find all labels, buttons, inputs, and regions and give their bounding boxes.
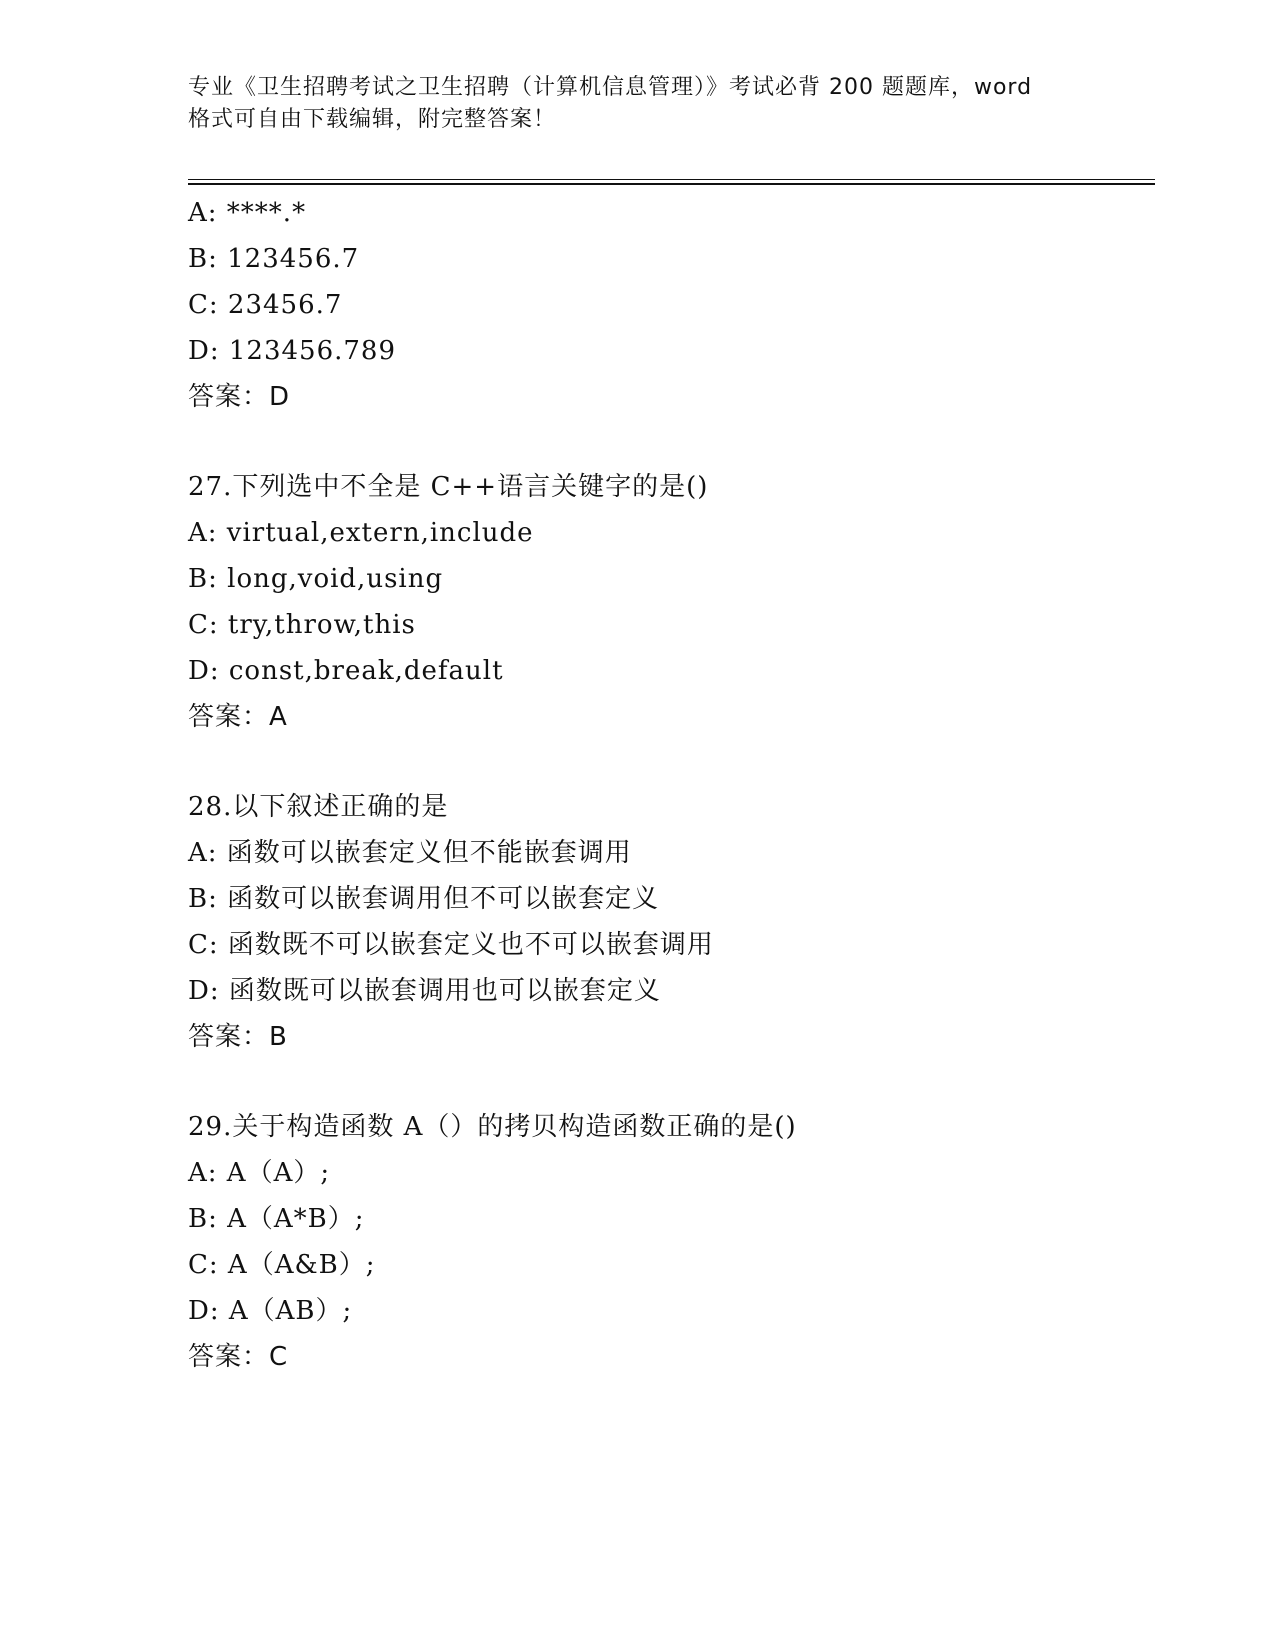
option-d: D: 123456.789 — [188, 336, 397, 366]
question-block-29 — [188, 1104, 1148, 1380]
question-block-27 — [188, 464, 1148, 740]
question-text: 29.关于构造函数 A（）的拷贝构造函数正确的是() — [188, 1112, 797, 1142]
header-line-2: 格式可自由下载编辑，附完整答案！ — [188, 107, 557, 132]
option-d: D: A（AB）; — [188, 1296, 353, 1326]
option-a: A: 函数可以嵌套定义但不能嵌套调用 — [188, 838, 632, 868]
option-d: D: const,break,default — [188, 656, 504, 686]
question-block-26 — [188, 190, 1148, 420]
document-header — [188, 72, 1088, 136]
answer-line: 答案：A — [188, 702, 288, 732]
option-b: B: 123456.7 — [188, 244, 360, 274]
option-c: C: 23456.7 — [188, 290, 343, 320]
header-line-1: 专业《卫生招聘考试之卫生招聘（计算机信息管理）》考试必背 200 题题库，word — [188, 75, 1033, 100]
question-text: 28.以下叙述正确的是 — [188, 792, 449, 822]
option-c: C: A（A&B）; — [188, 1250, 376, 1280]
option-d: D: 函数既可以嵌套调用也可以嵌套定义 — [188, 976, 661, 1006]
option-b: B: 函数可以嵌套调用但不可以嵌套定义 — [188, 884, 660, 914]
option-a: A: ****.* — [188, 198, 307, 228]
question-text: 27.下列选中不全是 C++语言关键字的是() — [188, 472, 709, 502]
option-a: A: A（A）; — [188, 1158, 331, 1188]
answer-line: 答案：B — [188, 1022, 288, 1052]
answer-line: 答案：D — [188, 382, 291, 412]
question-list — [188, 190, 1148, 1380]
option-c: C: try,throw,this — [188, 610, 416, 640]
header-divider-thin — [188, 179, 1155, 180]
answer-line: 答案：C — [188, 1342, 289, 1372]
option-a: A: virtual,extern,include — [188, 518, 534, 548]
option-b: B: A（A*B）; — [188, 1204, 365, 1234]
header-divider-thick — [188, 183, 1155, 185]
option-c: C: 函数既不可以嵌套定义也不可以嵌套调用 — [188, 930, 714, 960]
option-b: B: long,void,using — [188, 564, 444, 594]
question-block-28 — [188, 784, 1148, 1060]
